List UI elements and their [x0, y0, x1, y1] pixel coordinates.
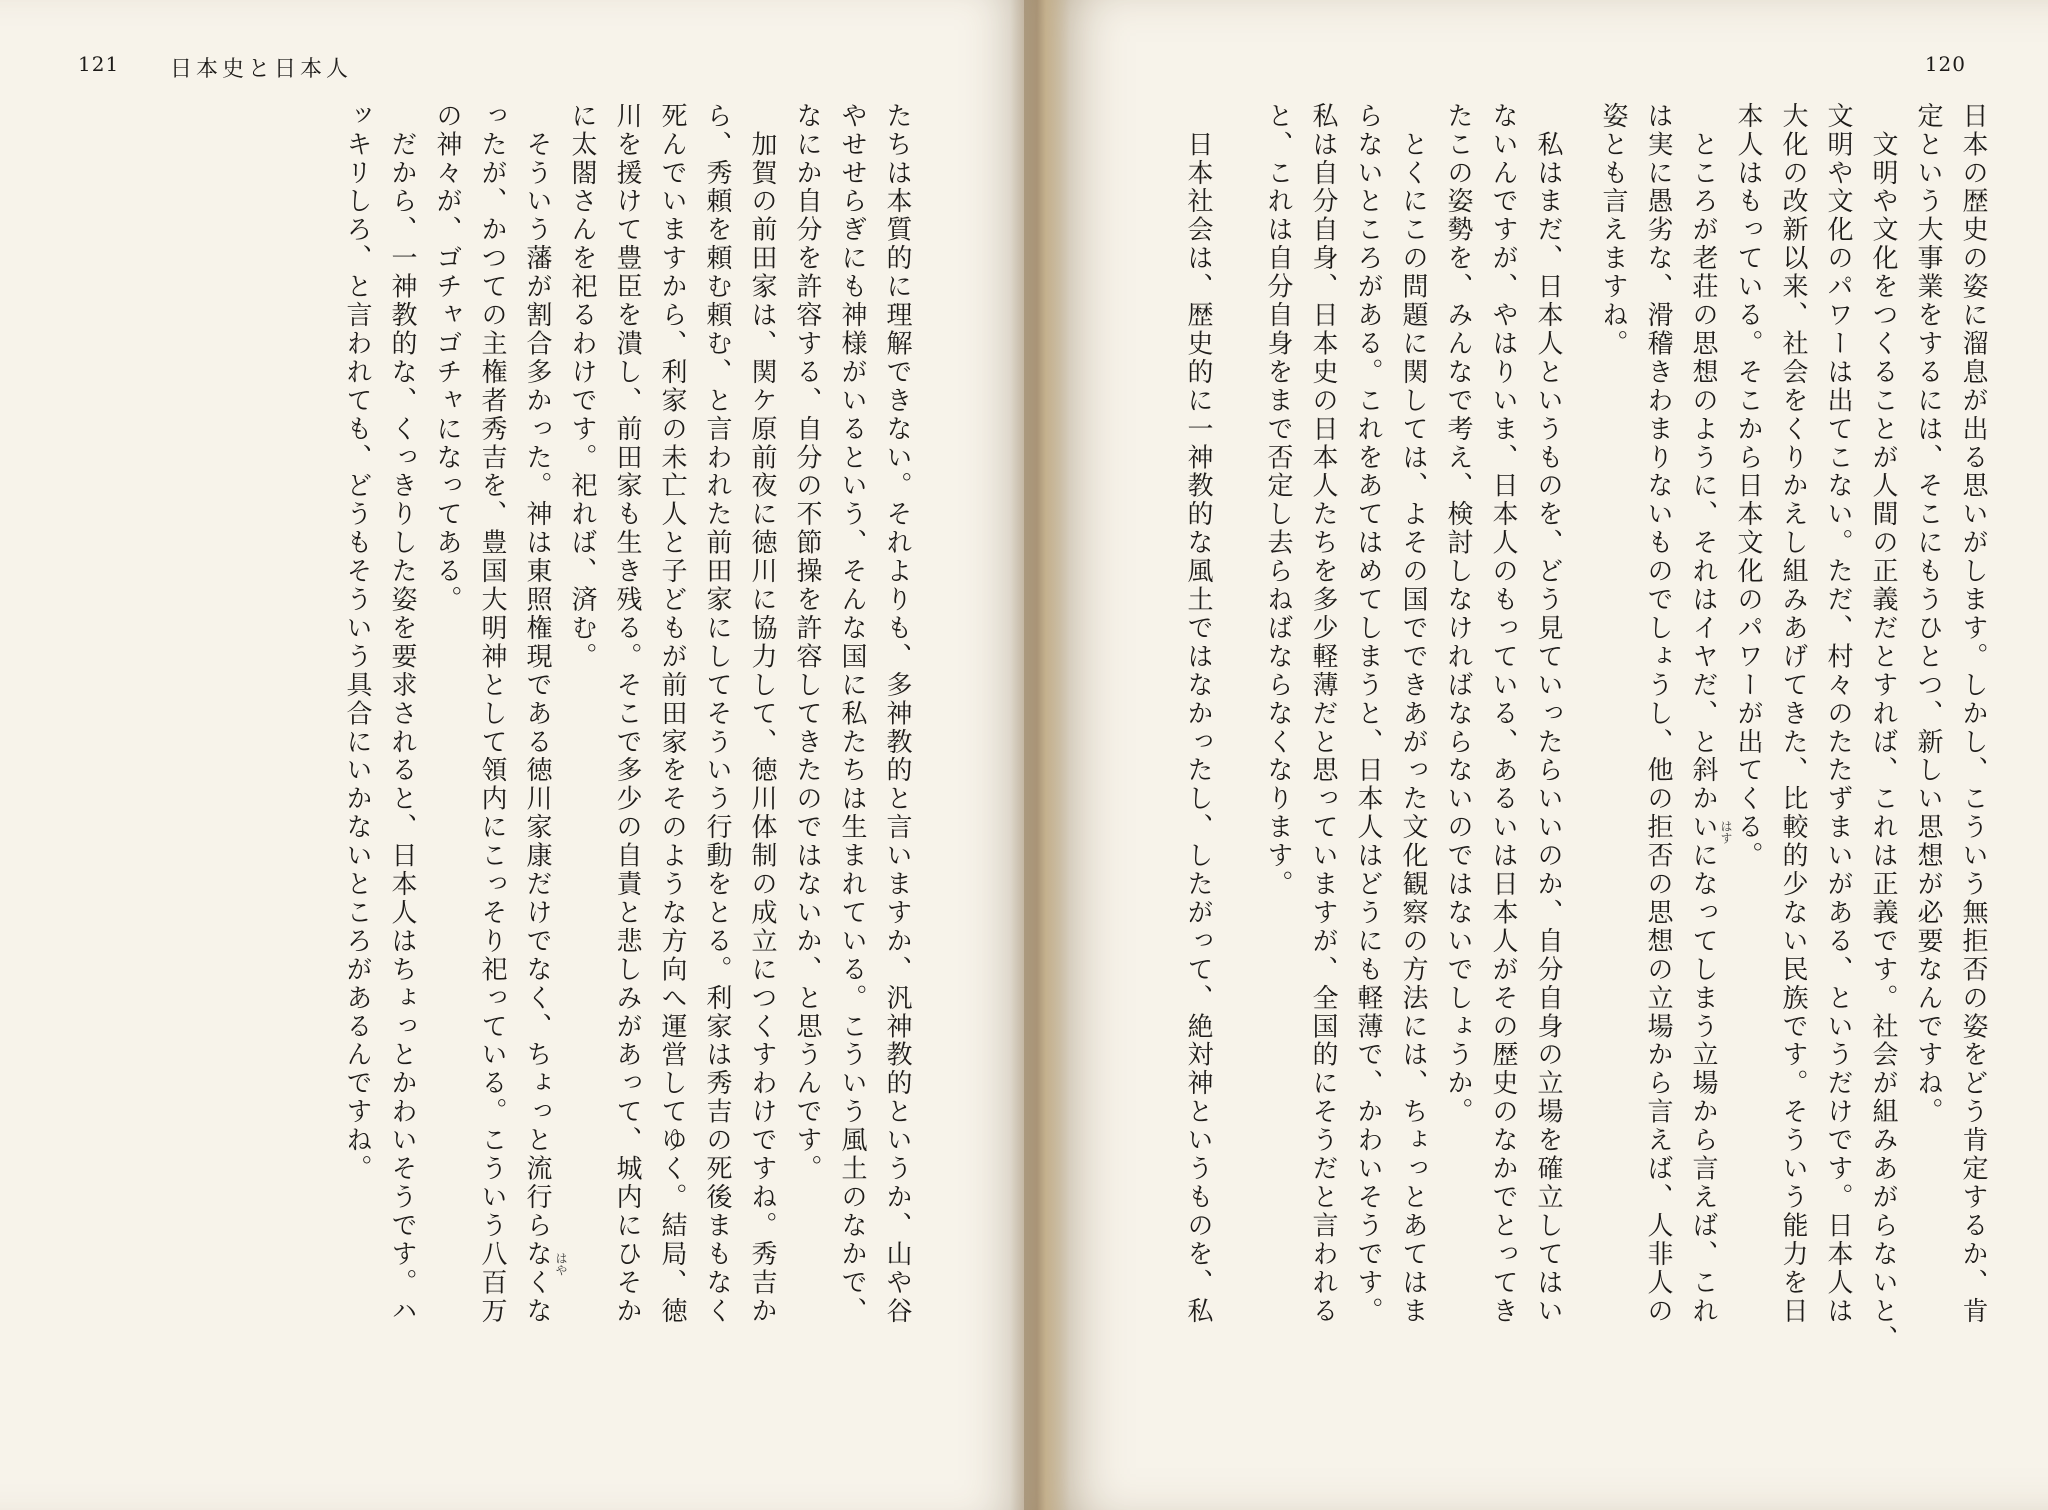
text-line: 川を援けて豊臣を潰し、前田家も生き残る。そこで多少の自責と悲しみがあって、城内にひそか	[612, 102, 642, 1326]
text-line: ら、秀頼を頼む頼む、と言われた前田家にしてそういう行動をとる。利家は秀吉の死後まもなく	[702, 102, 732, 1326]
text-line: の神々が、ゴチャゴチャになってある。	[432, 102, 462, 615]
text-line: 文明や文化をつくることが人間の正義だとすれば、これは正義です。社会が組みあがらないと、	[1868, 102, 1898, 1354]
text-line: やせせらぎにも神様がいるという、そんな国に私たちは生まれている。こういう風土のなかで、	[837, 102, 867, 1326]
text-line: らないところがある。これをあてはめてしまうと、日本人はどうにも軽薄で、かわいそうです。	[1353, 102, 1383, 1326]
left-page-number: 121	[78, 52, 120, 76]
text-line: と、これは自分自身をまで否定し去らねばならなくなります。	[1263, 102, 1293, 899]
text-line: ところが老荘の思想のように、それはイヤだ、と斜かいになってしまう立場から言えば、これ	[1688, 102, 1718, 1326]
ruby-annotation: はす	[1719, 820, 1733, 844]
text-line: 定という大事業をするには、そこにもうひとつ、新しい思想が必要なんですね。	[1913, 102, 1943, 1127]
text-line: たこの姿勢を、みんなで考え、検討しなければならないのではないでしょうか。	[1443, 102, 1473, 1127]
text-line: 死んでいますから、利家の未亡人と子どもが前田家をそのような方向へ運営してゆく。結局、徳	[657, 102, 687, 1326]
text-line: ったが、かつての主権者秀吉を、豊国大明神として領内にこっそり祀っている。こういう八百万	[477, 102, 507, 1326]
running-title: 日本史と日本人	[170, 57, 353, 82]
text-line: そういう藩が割合多かった。神は東照権現である徳川家康だけでなく、ちょっと流行らなくな	[522, 102, 552, 1326]
text-line: 本人はもっている。そこから日本文化のパワーが出てくる。	[1733, 102, 1763, 871]
ruby-annotation: はや	[554, 1252, 568, 1276]
text-line: だから、一神教的な、くっきりした姿を要求されると、日本人はちょっとかわいそうです。ハ	[387, 102, 417, 1326]
right-page-number: 120	[1924, 52, 1966, 76]
text-line: 姿とも言えますね。	[1598, 102, 1628, 359]
text-line: 日本社会は、歴史的に一神教的な風土ではなかったし、したがって、絶対神というものを、私	[1183, 102, 1213, 1326]
book-gutter	[1010, 0, 1070, 1510]
text-line: なにか自分を許容する、自分の不節操を許容してきたのではないか、と思うんです。	[792, 102, 822, 1184]
text-line: 日本の歴史の姿に溜息が出る思いがします。しかし、こういう無拒否の姿をどう肯定するか、肯	[1958, 102, 1988, 1326]
text-line: 大化の改新以来、社会をくりかえし組みあげてきた、比較的少ない民族です。そういう能力を日	[1778, 102, 1808, 1326]
text-line: に太閤さんを祀るわけです。祀れば、済む。	[567, 102, 597, 671]
text-line: たちは本質的に理解できない。それよりも、多神教的と言いますか、汎神教的というか、山や谷	[882, 102, 912, 1326]
text-line: とくにこの問題に関しては、よその国でできあがった文化観察の方法には、ちょっとあてはま	[1398, 102, 1428, 1326]
text-line: 私はまだ、日本人というものを、どう見ていったらいいのか、自分自身の立場を確立してはい	[1533, 102, 1563, 1326]
text-line: ないんですが、やはりいま、日本人のもっている、あるいは日本人がその歴史のなかでとってき	[1488, 102, 1518, 1326]
text-line: 加賀の前田家は、関ケ原前夜に徳川に協力して、徳川体制の成立につくすわけですね。秀吉か	[747, 102, 777, 1326]
text-line: 文明や文化のパワーは出てこない。ただ、村々のたたずまいがある、というだけです。日本人は	[1823, 102, 1853, 1326]
text-line: 私は自分自身、日本史の日本人たちを多少軽薄だと思っていますが、全国的にそうだと言われる	[1308, 102, 1338, 1326]
text-line: は実に愚劣な、滑稽きわまりないものでしょうし、他の拒否の思想の立場から言えば、人非人の	[1643, 102, 1673, 1326]
text-line: ッキリしろ、と言われても、どうもそういう具合にいかないところがあるんですね。	[342, 102, 372, 1184]
